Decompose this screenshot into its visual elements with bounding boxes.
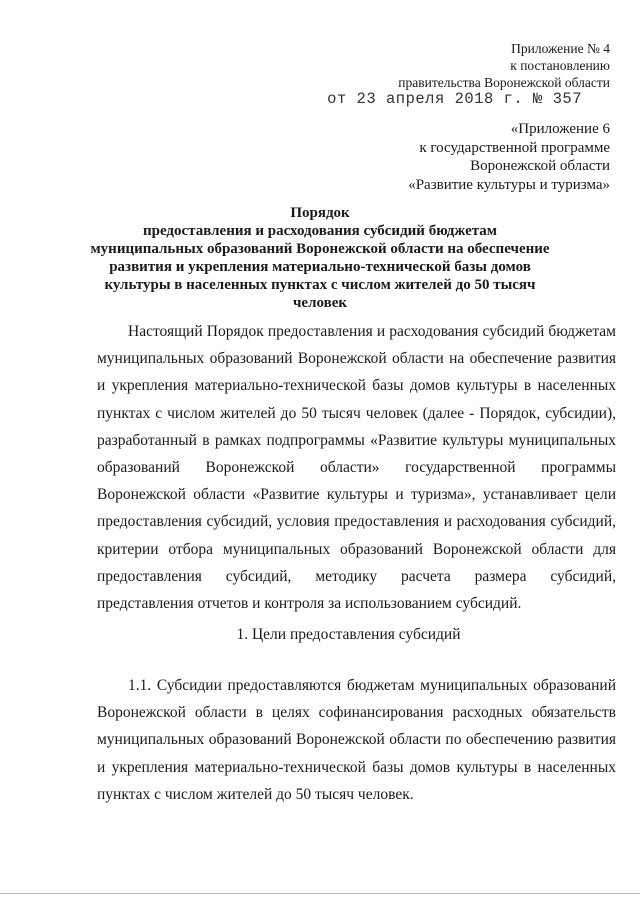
program-appendix-line1: «Приложение 6 (510, 121, 610, 137)
title-line6: человек (292, 295, 348, 311)
intro-paragraph: Настоящий Порядок предоставления и расходования субсидий бюджетам муниципальных образований Воронежской области на обеспечение развития и укрепления материально-технической базы домов культуры в населенных пунктах с числом жителей до 50 тысяч человек (далее - Порядок, субсидии), разработанный в рамках подпрограммы «Развитие культуры муниципальных образований Воронежской области» государственной программы Воронежской области «Развитие культуры и туризма», устанавливает цели предоставления субсидий, условия предоставления и расходования субсидий, критерии отбора муниципальных образований Воронежской области для предоставления субсидий, методику расчета размера субсидий, представления отчетов и контроля за использованием субсидий. (97, 323, 616, 613)
appendix-government: правительства Воронежской области (398, 75, 610, 90)
page-bottom-divider (0, 893, 640, 894)
clause-1-1: 1.1. Субсидии предоставляются бюджетам муниципальных образований Воронежской области в целях софинансирования расходных обязательств муниципальных образований Воронежской области по обеспечению развития и укрепления материально-технической базы домов культуры в населенных пунктах с числом жителей до 50 тысяч человек. (97, 677, 616, 803)
section-heading: 1. Цели предоставления субсидий (236, 626, 461, 643)
program-appendix-header (310, 120, 610, 194)
program-appendix-line4: «Развитие культуры и туризма» (408, 176, 610, 193)
title-line5: культуры в населенных пунктах с числом жителей до 50 тысяч (104, 277, 536, 293)
program-appendix-line2: к государственной программе (419, 139, 610, 156)
resolution-appendix-header (310, 40, 610, 108)
title-line2: предоставления и расходования субсидий бюджетам (142, 223, 497, 239)
document-title (60, 204, 580, 312)
title-line4: развития и укрепления материально-технической базы домов (109, 259, 531, 275)
appendix-to-resolution: к постановлению (510, 58, 610, 73)
title-line1: Порядок (290, 205, 350, 221)
date-number-stamp: от 23 апреля 2018 г. № 357 (327, 90, 582, 108)
title-line3: муниципальных образований Воронежской области на обеспечение (90, 241, 550, 257)
appendix-number: Приложение № 4 (511, 41, 610, 56)
program-appendix-line3: Воронежской области (470, 158, 610, 174)
